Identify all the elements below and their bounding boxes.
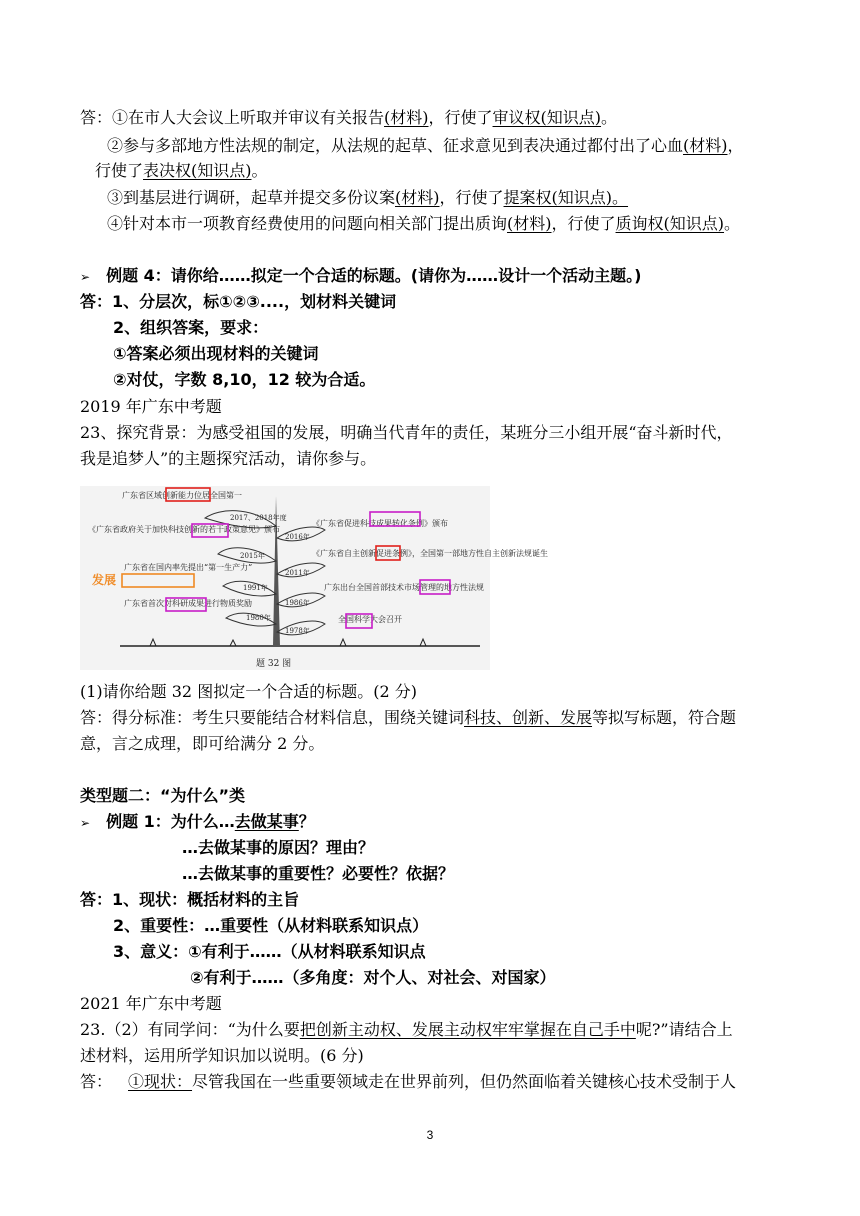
keywords-underlined: 科技、创新、发展 (464, 708, 593, 727)
answer-text: ，行使了 (551, 214, 616, 233)
answer-line-3 (107, 188, 628, 208)
question-23-2021-line-2: 述材料，运用所学知识加以说明。(6 分) (80, 1046, 364, 1065)
question-text: 23.（2）有同学问：“为什么要 (80, 1020, 300, 1039)
question-text: 呢?”请结合上 (635, 1020, 733, 1039)
example-4-title (80, 266, 641, 287)
example-4-answer-4: ②对仗，字数 8,10，12 较为合适。 (113, 370, 376, 389)
year-2019-label: 2019 年广东中考题 (80, 397, 222, 416)
example-title-text: 例题 4：请你给……拟定一个合适的标题。(请你为……设计一个活动主题。) (106, 266, 642, 285)
answer-text: 答：①在市人大会议上听取并审议有关报告 (80, 108, 385, 127)
type-2-answer-2: 2、重要性：…重要性（从材料联系知识点） (113, 916, 429, 935)
answer-line-2 (107, 136, 744, 156)
type-2-answer-1: 答：1、现状：概括材料的主旨 (80, 890, 300, 909)
question-23-line-1: 23、探究背景：为感受祖国的发展，明确当代青年的责任，某班分三小组开展“奋斗新时代， (80, 423, 733, 442)
question-32-sub1: (1)请你给题 32 图拟定一个合适的标题。(2 分) (80, 682, 417, 701)
type-2-example-1-importance: …去做某事的重要性？必要性？依据？ (182, 864, 455, 883)
punct: 。 (251, 161, 268, 180)
question-23-2021-line-1 (80, 1020, 733, 1040)
year-label: 1978年 (285, 627, 310, 635)
answer-line-2b (95, 161, 268, 181)
answer-text: ，行使了 (428, 108, 493, 127)
left-item-text: 广东省区域创新能力位居全国第一 (122, 491, 242, 500)
year-label: 2017、2018年度 (230, 514, 287, 522)
answer-text: ④针对本市一项教育经费使用的问题向相关部门提出质询 (107, 214, 508, 233)
figure-32-tree-diagram (80, 486, 548, 670)
left-item-text: 广东省首次对科研成果进行物质奖励 (124, 599, 252, 608)
page-number: 3 (426, 1128, 434, 1142)
material-tag: (材料) (384, 108, 429, 127)
example-4-answer-1: 答：1、分层次，标①②③....，划材料关键词 (80, 292, 397, 311)
material-tag: (材料) (395, 188, 440, 207)
year-label: 2016年 (285, 533, 310, 541)
example-text: 例题 1：为什么… (106, 812, 235, 831)
status-underlined: ①现状： (128, 1072, 193, 1091)
material-tag: (材料) (683, 136, 728, 155)
knowledge-point: 审议权(知识点) (492, 108, 602, 127)
tree-diagram-svg (80, 486, 548, 670)
development-label: 发展 (92, 573, 117, 587)
type-2-heading: 类型题二：“为什么”类 (80, 786, 246, 805)
answer-text: ②参与多部地方性法规的制定，从法规的起草、征求意见到表决通过都付出了心血 (107, 136, 684, 155)
answer-2021-line-1 (80, 1072, 736, 1092)
year-label: 2011年 (285, 569, 310, 577)
right-item-text: 全国科学大会召开 (338, 615, 402, 624)
right-item-text: 《广东省促进科技成果转化条例》颁布 (312, 519, 448, 528)
scoring-line-2: 意，言之成理，即可给满分 2 分。 (80, 734, 325, 753)
year-label: 2015年 (240, 552, 265, 560)
answer-text: ③到基层进行调研，起草并提交多份议案 (107, 188, 396, 207)
example-4-answer-3: ①答案必须出现材料的关键词 (113, 344, 319, 363)
type-2-example-1 (80, 812, 315, 833)
year-label: 1986年 (285, 599, 310, 607)
question-23-line-2: 我是追梦人”的主题探究活动，请你参与。 (80, 449, 377, 468)
knowledge-point: 提案权(知识点)。 (503, 188, 629, 207)
example-4-answer-2: 2、组织答案，要求： (113, 318, 269, 337)
right-item-text: 《广东省自主创新促进条例》，全国第一部地方性自主创新法规诞生 (312, 549, 548, 558)
scoring-text: 答：得分标准：考生只要能结合材料信息，围绕关键词 (80, 708, 465, 727)
scoring-text: 等拟写标题，符合题 (592, 708, 737, 727)
example-underlined: 去做某事 (234, 812, 299, 831)
answer-label: 答： (80, 1072, 113, 1091)
punct: ？ (298, 812, 315, 831)
answer-text: 行使了 (95, 161, 144, 180)
answer-text: 尽管我国在一些重要领域走在世界前列，但仍然面临着关键核心技术受制于人 (192, 1072, 737, 1091)
arrow-bullet-icon: ➢ (80, 270, 91, 284)
answer-line-4 (107, 214, 740, 234)
type-2-example-1-reason: …去做某事的原因？理由？ (182, 838, 375, 857)
punct: 。 (724, 214, 741, 233)
scoring-line-1 (80, 708, 736, 728)
knowledge-point: 质询权(知识点) (615, 214, 725, 233)
year-label: 1980年 (246, 614, 271, 622)
type-2-answer-3: 3、意义：①有利于……（从材料联系知识点 (113, 942, 426, 961)
left-item-text: 《广东省政府关于加快科技创新的若干政策意见》颁布 (88, 525, 280, 534)
left-item-text: 广东省在国内率先提出“第一生产力” (124, 563, 253, 572)
year-label: 1991年 (243, 584, 268, 592)
year-2021-label: 2021 年广东中考题 (80, 994, 222, 1013)
answer-line-1 (80, 108, 617, 128)
material-tag: (材料) (507, 214, 552, 233)
punct: 。 (601, 108, 618, 127)
knowledge-point: 表决权(知识点) (143, 161, 252, 180)
question-underlined: 把创新主动权、发展主动权牢牢掌握在自己手中 (299, 1020, 636, 1039)
arrow-bullet-icon: ➢ (80, 816, 91, 830)
type-2-answer-4: ②有利于……（多角度：对个人、对社会、对国家） (190, 968, 556, 987)
figure-caption: 题 32 图 (256, 659, 292, 669)
answer-text: ，行使了 (439, 188, 504, 207)
right-item-text: 广东出台全国首部技术市场管理的地方性法规 (324, 583, 484, 592)
punct: ， (727, 136, 744, 155)
